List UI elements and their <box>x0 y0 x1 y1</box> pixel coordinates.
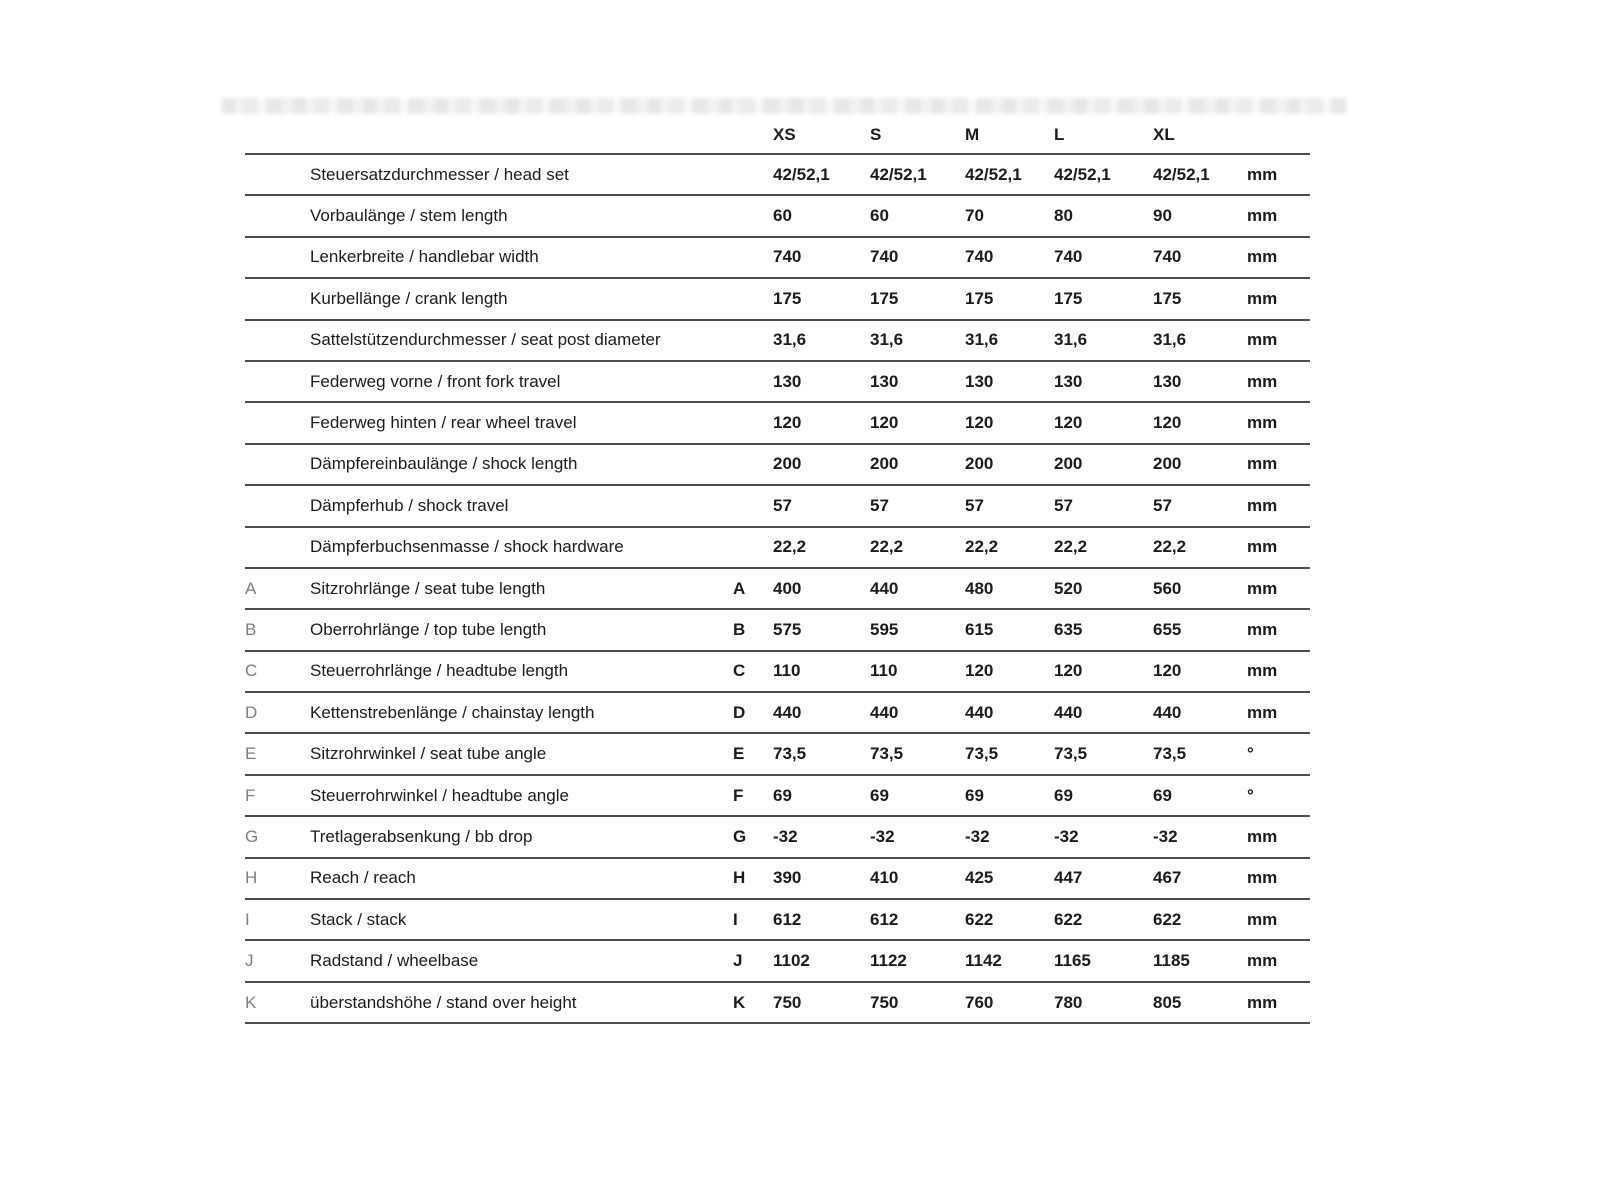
dimension-letter-repeat <box>733 154 773 195</box>
dimension-letter-repeat <box>733 237 773 278</box>
value-xs: 42/52,1 <box>773 154 870 195</box>
dimension-label: Tretlagerabsenkung / bb drop <box>310 816 733 857</box>
dimension-label: Lenkerbreite / handlebar width <box>310 237 733 278</box>
unit-cell: ° <box>1247 775 1310 816</box>
table-row <box>245 775 1310 816</box>
value-s: 73,5 <box>870 733 965 774</box>
value-xl: 805 <box>1153 982 1247 1023</box>
value-l: 130 <box>1054 361 1153 402</box>
dimension-letter-repeat: F <box>733 775 773 816</box>
dimension-label: Reach / reach <box>310 858 733 899</box>
unit-cell: mm <box>1247 568 1310 609</box>
value-xl: 130 <box>1153 361 1247 402</box>
unit-cell: mm <box>1247 692 1310 733</box>
dimension-label: Dämpferbuchsenmasse / shock hardware <box>310 527 733 568</box>
unit-cell: mm <box>1247 154 1310 195</box>
table-row <box>245 692 1310 733</box>
dimension-letter: I <box>245 899 310 940</box>
value-xl: 69 <box>1153 775 1247 816</box>
value-m: 120 <box>965 651 1054 692</box>
unit-cell: mm <box>1247 485 1310 526</box>
value-m: 22,2 <box>965 527 1054 568</box>
table-row <box>245 195 1310 236</box>
table-row <box>245 733 1310 774</box>
value-m: 740 <box>965 237 1054 278</box>
dimension-letter-repeat <box>733 320 773 361</box>
value-s: 175 <box>870 278 965 319</box>
table-row <box>245 982 1310 1023</box>
unit-cell: mm <box>1247 940 1310 981</box>
value-l: 80 <box>1054 195 1153 236</box>
value-l: 447 <box>1054 858 1153 899</box>
value-l: 120 <box>1054 651 1153 692</box>
value-xl: 31,6 <box>1153 320 1247 361</box>
value-s: 612 <box>870 899 965 940</box>
value-s: 750 <box>870 982 965 1023</box>
value-m: 440 <box>965 692 1054 733</box>
value-xs: 390 <box>773 858 870 899</box>
table-row <box>245 899 1310 940</box>
value-xl: 90 <box>1153 195 1247 236</box>
value-m: 175 <box>965 278 1054 319</box>
dimension-letter-repeat: J <box>733 940 773 981</box>
dimension-label: überstandshöhe / stand over height <box>310 982 733 1023</box>
dimension-label: Sitzrohrlänge / seat tube length <box>310 568 733 609</box>
size-header-xl: XL <box>1153 116 1247 154</box>
value-xs: 130 <box>773 361 870 402</box>
value-l: 57 <box>1054 485 1153 526</box>
value-xs: -32 <box>773 816 870 857</box>
value-l: 31,6 <box>1054 320 1153 361</box>
dimension-letter: K <box>245 982 310 1023</box>
dimension-label: Sattelstützendurchmesser / seat post diameter <box>310 320 733 361</box>
value-xl: 655 <box>1153 609 1247 650</box>
value-s: -32 <box>870 816 965 857</box>
value-m: 622 <box>965 899 1054 940</box>
dimension-letter <box>245 444 310 485</box>
dimension-letter-repeat <box>733 195 773 236</box>
unit-cell: mm <box>1247 816 1310 857</box>
value-xl: 200 <box>1153 444 1247 485</box>
table-row <box>245 858 1310 899</box>
dimension-letter-repeat <box>733 361 773 402</box>
geometry-table <box>245 116 1310 1024</box>
geometry-table-body <box>245 154 1310 1023</box>
dimension-letter: F <box>245 775 310 816</box>
table-row <box>245 237 1310 278</box>
value-xs: 400 <box>773 568 870 609</box>
unit-cell: mm <box>1247 402 1310 443</box>
value-s: 22,2 <box>870 527 965 568</box>
header-spacer <box>1247 116 1310 154</box>
unit-cell: mm <box>1247 609 1310 650</box>
value-xl: 467 <box>1153 858 1247 899</box>
value-m: 760 <box>965 982 1054 1023</box>
dimension-letter: D <box>245 692 310 733</box>
value-s: 120 <box>870 402 965 443</box>
value-l: -32 <box>1054 816 1153 857</box>
value-xl: 1185 <box>1153 940 1247 981</box>
value-xs: 73,5 <box>773 733 870 774</box>
value-l: 520 <box>1054 568 1153 609</box>
value-s: 31,6 <box>870 320 965 361</box>
dimension-label: Vorbaulänge / stem length <box>310 195 733 236</box>
table-row <box>245 320 1310 361</box>
dimension-letter-repeat <box>733 278 773 319</box>
unit-cell: ° <box>1247 733 1310 774</box>
table-row <box>245 651 1310 692</box>
value-m: 1142 <box>965 940 1054 981</box>
dimension-letter: J <box>245 940 310 981</box>
unit-cell: mm <box>1247 899 1310 940</box>
dimension-letter <box>245 237 310 278</box>
size-header-s: S <box>870 116 965 154</box>
dimension-label: Kurbellänge / crank length <box>310 278 733 319</box>
dimension-label: Steuerrohrlänge / headtube length <box>310 651 733 692</box>
table-row <box>245 485 1310 526</box>
value-m: 70 <box>965 195 1054 236</box>
value-s: 440 <box>870 692 965 733</box>
value-xl: 73,5 <box>1153 733 1247 774</box>
value-xs: 200 <box>773 444 870 485</box>
value-xs: 22,2 <box>773 527 870 568</box>
value-xs: 575 <box>773 609 870 650</box>
dimension-letter: E <box>245 733 310 774</box>
table-row <box>245 444 1310 485</box>
dimension-label: Radstand / wheelbase <box>310 940 733 981</box>
dimension-label: Oberrohrlänge / top tube length <box>310 609 733 650</box>
value-s: 110 <box>870 651 965 692</box>
value-m: 57 <box>965 485 1054 526</box>
unit-cell: mm <box>1247 444 1310 485</box>
dimension-letter <box>245 154 310 195</box>
table-row <box>245 609 1310 650</box>
value-m: 425 <box>965 858 1054 899</box>
dimension-letter-repeat: K <box>733 982 773 1023</box>
dimension-letter: C <box>245 651 310 692</box>
dimension-letter-repeat: B <box>733 609 773 650</box>
header-spacer <box>733 116 773 154</box>
dimension-letter-repeat: E <box>733 733 773 774</box>
dimension-label: Stack / stack <box>310 899 733 940</box>
value-m: 120 <box>965 402 1054 443</box>
value-m: 42/52,1 <box>965 154 1054 195</box>
value-m: -32 <box>965 816 1054 857</box>
unit-cell: mm <box>1247 320 1310 361</box>
value-xs: 69 <box>773 775 870 816</box>
table-row <box>245 527 1310 568</box>
value-l: 120 <box>1054 402 1153 443</box>
value-s: 69 <box>870 775 965 816</box>
value-l: 635 <box>1054 609 1153 650</box>
value-s: 57 <box>870 485 965 526</box>
unit-cell: mm <box>1247 237 1310 278</box>
value-xs: 1102 <box>773 940 870 981</box>
dimension-letter-repeat <box>733 444 773 485</box>
value-xs: 175 <box>773 278 870 319</box>
dimension-letter-repeat <box>733 485 773 526</box>
dimension-letter: A <box>245 568 310 609</box>
value-l: 200 <box>1054 444 1153 485</box>
dimension-label: Dämpferhub / shock travel <box>310 485 733 526</box>
dimension-letter-repeat <box>733 402 773 443</box>
value-xs: 740 <box>773 237 870 278</box>
value-xs: 60 <box>773 195 870 236</box>
value-m: 69 <box>965 775 1054 816</box>
value-xl: 57 <box>1153 485 1247 526</box>
value-s: 60 <box>870 195 965 236</box>
value-xs: 120 <box>773 402 870 443</box>
value-xl: 740 <box>1153 237 1247 278</box>
value-m: 200 <box>965 444 1054 485</box>
table-row <box>245 940 1310 981</box>
dimension-label: Federweg hinten / rear wheel travel <box>310 402 733 443</box>
unit-cell: mm <box>1247 982 1310 1023</box>
value-xl: 22,2 <box>1153 527 1247 568</box>
dimension-letter-repeat: A <box>733 568 773 609</box>
unit-cell: mm <box>1247 651 1310 692</box>
table-row <box>245 402 1310 443</box>
unit-cell: mm <box>1247 195 1310 236</box>
dimension-letter: B <box>245 609 310 650</box>
dimension-letter-repeat: C <box>733 651 773 692</box>
dimension-letter: H <box>245 858 310 899</box>
value-l: 780 <box>1054 982 1153 1023</box>
unit-cell: mm <box>1247 361 1310 402</box>
value-xl: 175 <box>1153 278 1247 319</box>
dimension-label: Steuerrohrwinkel / headtube angle <box>310 775 733 816</box>
value-xl: -32 <box>1153 816 1247 857</box>
value-m: 615 <box>965 609 1054 650</box>
value-xl: 560 <box>1153 568 1247 609</box>
value-xl: 42/52,1 <box>1153 154 1247 195</box>
value-s: 595 <box>870 609 965 650</box>
dimension-label: Steuersatzdurchmesser / head set <box>310 154 733 195</box>
value-l: 440 <box>1054 692 1153 733</box>
value-xs: 612 <box>773 899 870 940</box>
header-spacer <box>310 116 733 154</box>
value-l: 175 <box>1054 278 1153 319</box>
table-row <box>245 361 1310 402</box>
dimension-letter-repeat: I <box>733 899 773 940</box>
unit-cell: mm <box>1247 527 1310 568</box>
dimension-letter-repeat: H <box>733 858 773 899</box>
value-l: 622 <box>1054 899 1153 940</box>
dimension-letter <box>245 485 310 526</box>
dimension-letter <box>245 195 310 236</box>
value-l: 73,5 <box>1054 733 1153 774</box>
size-header-l: L <box>1054 116 1153 154</box>
dimension-letter <box>245 402 310 443</box>
value-xl: 120 <box>1153 651 1247 692</box>
size-header-row <box>245 116 1310 154</box>
value-xs: 57 <box>773 485 870 526</box>
value-s: 130 <box>870 361 965 402</box>
dimension-label: Federweg vorne / front fork travel <box>310 361 733 402</box>
value-s: 410 <box>870 858 965 899</box>
dimension-label: Dämpfereinbaulänge / shock length <box>310 444 733 485</box>
header-spacer <box>245 116 310 154</box>
value-xs: 31,6 <box>773 320 870 361</box>
unit-cell: mm <box>1247 858 1310 899</box>
value-m: 130 <box>965 361 1054 402</box>
value-xs: 440 <box>773 692 870 733</box>
value-xl: 622 <box>1153 899 1247 940</box>
size-header-xs: XS <box>773 116 870 154</box>
table-row <box>245 278 1310 319</box>
value-l: 69 <box>1054 775 1153 816</box>
dimension-letter <box>245 361 310 402</box>
table-row <box>245 154 1310 195</box>
dimension-letter <box>245 278 310 319</box>
dimension-letter-repeat: D <box>733 692 773 733</box>
dimension-letter-repeat <box>733 527 773 568</box>
dimension-letter: G <box>245 816 310 857</box>
value-s: 740 <box>870 237 965 278</box>
dimension-label: Sitzrohrwinkel / seat tube angle <box>310 733 733 774</box>
value-xl: 120 <box>1153 402 1247 443</box>
value-m: 480 <box>965 568 1054 609</box>
value-s: 42/52,1 <box>870 154 965 195</box>
value-m: 31,6 <box>965 320 1054 361</box>
value-l: 22,2 <box>1054 527 1153 568</box>
value-l: 42/52,1 <box>1054 154 1153 195</box>
value-m: 73,5 <box>965 733 1054 774</box>
value-xl: 440 <box>1153 692 1247 733</box>
value-s: 1122 <box>870 940 965 981</box>
value-xs: 750 <box>773 982 870 1023</box>
table-row <box>245 816 1310 857</box>
value-s: 440 <box>870 568 965 609</box>
unit-cell: mm <box>1247 278 1310 319</box>
dimension-letter <box>245 527 310 568</box>
value-l: 740 <box>1054 237 1153 278</box>
size-header-m: M <box>965 116 1054 154</box>
dimension-label: Kettenstrebenlänge / chainstay length <box>310 692 733 733</box>
value-l: 1165 <box>1054 940 1153 981</box>
blurred-title-strip <box>222 98 1347 114</box>
table-row <box>245 568 1310 609</box>
value-s: 200 <box>870 444 965 485</box>
dimension-letter-repeat: G <box>733 816 773 857</box>
dimension-letter <box>245 320 310 361</box>
value-xs: 110 <box>773 651 870 692</box>
